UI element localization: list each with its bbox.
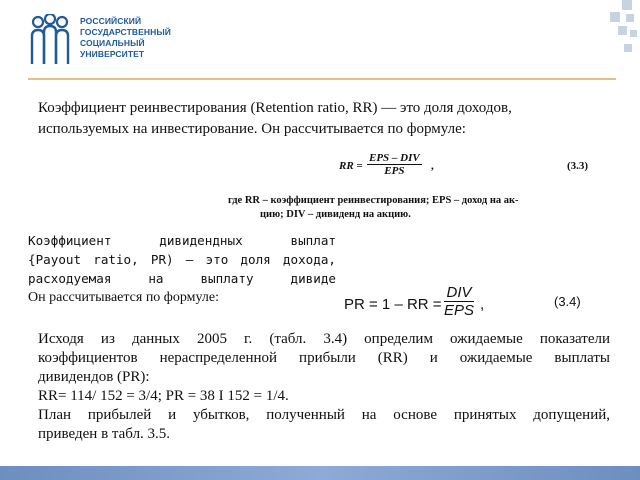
body-line: коэффициентов нераспределенной прибыли (RR) и ожидаемые выплаты (38, 350, 610, 366)
formula-legend (228, 194, 620, 222)
calculation-paragraph (38, 330, 610, 444)
payout-line: Он рассчитывается по формуле: (28, 290, 220, 305)
logo-line: СОЦИАЛЬНЫЙ (80, 38, 145, 48)
logo-line: РОССИЙСКИЙ (80, 16, 142, 26)
formula-numerator: EPS – DIV (369, 152, 420, 164)
formula-fraction (367, 152, 422, 177)
people-emblem-icon (28, 14, 72, 66)
payout-paragraph (28, 231, 336, 307)
payout-line: Коэффициент дивидендных выплат (28, 233, 336, 248)
university-logo (28, 14, 171, 74)
payout-line: расходуемая на выплату дивиде (28, 271, 336, 286)
university-name (80, 16, 190, 60)
body-line: приведен в табл. 3.5. (38, 426, 171, 442)
formula-number: (3.4) (554, 294, 581, 309)
body-line: RR= 114/ 152 = 3/4; PR = 38 I 152 = 1/4. (38, 388, 289, 404)
payout-line: {Payout ratio, PR) — это доля дохода, (28, 252, 336, 267)
decorative-squares (570, 0, 640, 70)
intro-paragraph (38, 98, 610, 140)
body-line: План прибылей и убытков, полученный на основе принятых допущений, (38, 407, 610, 423)
formula-denominator: EPS (384, 165, 405, 177)
legend-line: где RR – коэффициент реинвестирования; EPS – доход на ак- (228, 195, 519, 206)
body-line: Исходя из данных 2005 г. (табл. 3.4) определим ожидаемые показатели (38, 331, 610, 347)
formula-comma: , (431, 160, 434, 172)
logo-line: ГОСУДАРСТВЕННЫЙ (80, 27, 171, 37)
formula-fraction (444, 284, 474, 319)
formula-denominator: EPS (444, 302, 475, 319)
formula-numerator: DIV (444, 284, 474, 302)
logo-line: УНИВЕРСИТЕТ (80, 49, 145, 59)
legend-line: цию; DIV – дивиденд на акцию. (260, 209, 411, 220)
footer-bar (0, 466, 640, 480)
intro-line: используемых на инвестирование. Он рассчитывается по формуле: (38, 121, 466, 137)
formula-lhs: PR = 1 – RR = (344, 296, 442, 313)
formula-3-3 (255, 152, 625, 176)
header-divider (28, 78, 616, 80)
formula-lhs: RR = (339, 160, 363, 172)
body-line: дивидендов (PR): (38, 369, 150, 385)
formula-3-4 (340, 282, 600, 330)
formula-number: (3.3) (567, 160, 589, 172)
intro-line: Коэффициент реинвестирования (Retention ratio, RR) — это доля доходов, (38, 100, 512, 116)
formula-comma: , (480, 296, 485, 313)
